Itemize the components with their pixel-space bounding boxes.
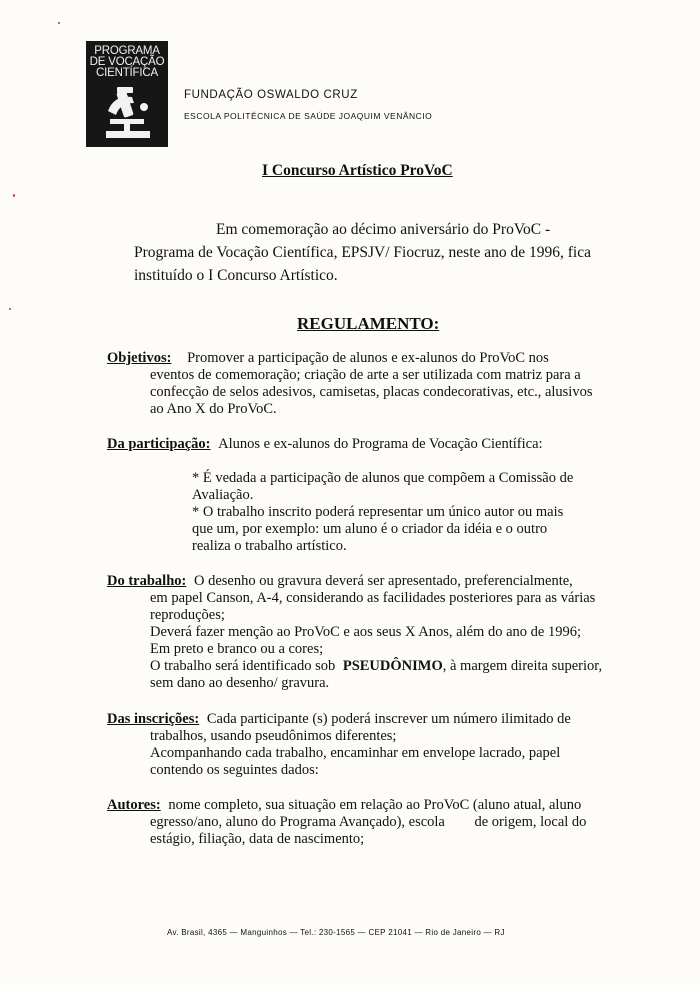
organization-name: FUNDAÇÃO OSWALDO CRUZ [184,89,358,101]
section-line: Em preto e branco ou a cores; [150,641,324,657]
logo-line-2: DE VOCAÇÃO [89,56,165,68]
section-line: Promover a participação de alunos e ex-alunos do ProVoC nos [187,350,549,366]
logo-line-1: PROGRAMA [94,45,160,57]
section-line: Avaliação. [192,487,254,503]
intro-paragraph: Em comemoração ao décimo aniversário do ProVoC - Programa de Vocação Científica, EPSJV/ Fiocruz, neste ano de 1996, fica instituído o I Concurso Artístico. [134,221,591,284]
section-line: , à margem direita superior, [442,658,603,674]
section-label: Da participação: [107,436,211,452]
section-line: sem dano ao desenho/ gravura. [150,675,330,691]
pseudonym-keyword: PSEUDÔNIMO [342,658,443,674]
section-line: de origem, local do [474,814,587,830]
school-name: ESCOLA POLITÉCNICA DE SAÚDE JOAQUIM VENÂNCIO [184,111,433,121]
section-line: confecção de selos adesivos, camisetas, placas condecorativas, etc., alusivos [150,384,593,400]
scan-speck [13,194,15,197]
section-line: * É vedada a participação de alunos que compõem a Comissão de [192,470,574,486]
section-label: Das inscrições: [107,711,200,727]
section-line: ao Ano X do ProVoC. [150,401,277,417]
section-label: Autores: [107,797,161,813]
section-label: Do trabalho: [107,573,187,589]
section-line: Deverá fazer menção ao ProVoC e aos seus X Anos, além do ano de 1996; [150,624,581,640]
section-line: contendo os seguintes dados: [150,762,319,778]
section-line: Alunos e ex-alunos do Programa de Vocação Científica: [218,436,543,452]
scan-speck [9,308,11,310]
section-line: Cada participante (s) poderá inscrever um número ilimitado de [206,711,571,727]
section-line: trabalhos, usando pseudônimos diferentes; [150,728,397,744]
section-line: * O trabalho inscrito poderá representar um único autor ou mais [192,504,564,520]
footer-address: Av. Brasil, 4365 — Manguinhos — Tel.: 230-1565 — CEP 21041 — Rio de Janeiro — RJ [167,928,505,937]
scan-speck [58,22,60,24]
section-line: que um, por exemplo: um aluno é o criador da idéia e o outro [192,521,548,537]
provoc-logo [86,41,168,147]
section-line: O desenho ou gravura deverá ser apresentado, preferencialmente, [193,573,573,589]
section-line: O trabalho será identificado sob [150,658,336,674]
section-line: Acompanhando cada trabalho, encaminhar em envelope lacrado, papel [150,745,561,761]
section-line: estágio, filiação, data de nascimento; [150,831,365,847]
section-line: nome completo, sua situação em relação ao ProVoC (aluno atual, aluno [168,797,582,813]
microscope-icon [86,41,168,147]
section-line: egresso/ano, aluno do Programa Avançado), escola [150,814,445,830]
logo-line-3: CIENTÍFICA [96,67,158,79]
section-label: Objetivos: [107,350,172,366]
section-line: reproduções; [150,607,225,623]
regulation-heading: REGULAMENTO: [297,314,440,333]
section-line: em papel Canson, A-4, considerando as facilidades posteriores para as várias [150,590,596,606]
section-line: realiza o trabalho artístico. [192,538,347,554]
section-line: eventos de comemoração; criação de arte a ser utilizada com matriz para a [150,367,581,383]
page-title: I Concurso Artístico ProVoC [262,162,453,179]
